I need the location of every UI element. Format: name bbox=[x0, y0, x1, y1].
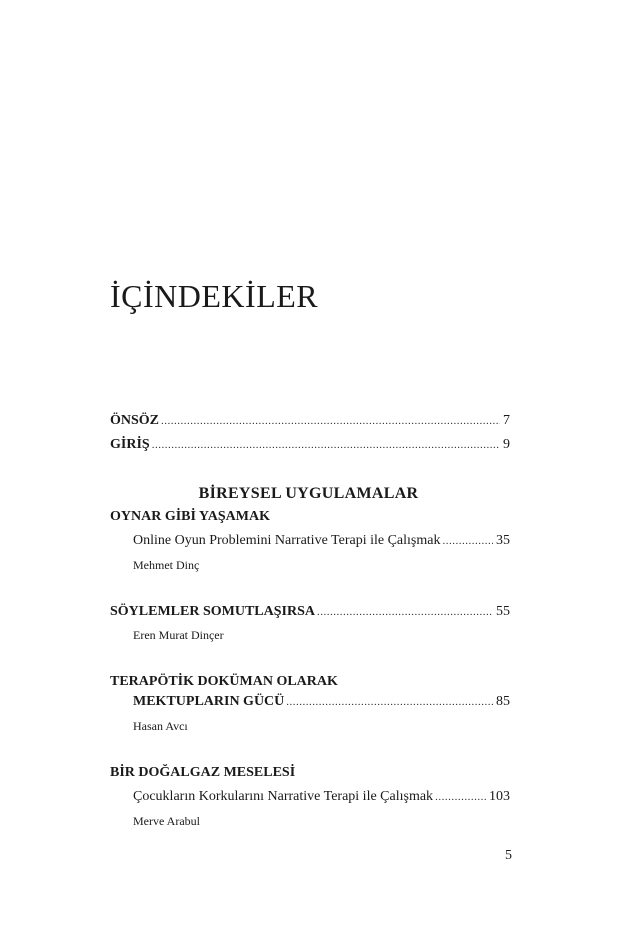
toc-label: ÖNSÖZ bbox=[110, 413, 160, 428]
dot-leader bbox=[152, 436, 500, 454]
chapter-heading: SÖYLEMLER SOMUTLAŞIRSA bbox=[110, 604, 315, 619]
section-heading: BİREYSEL UYGULAMALAR bbox=[198, 485, 419, 502]
dot-leader bbox=[317, 603, 493, 621]
chapter-author: Eren Murat Dinçer bbox=[133, 628, 224, 642]
page-title: İÇİNDEKİLER bbox=[110, 278, 319, 314]
toc-page-number: 35 bbox=[496, 533, 510, 548]
chapter-subtitle: Online Oyun Problemini Narrative Terapi ile Çalışmak bbox=[133, 533, 441, 548]
toc-entry-chapter-3 bbox=[133, 693, 510, 711]
toc-entry-chapter-4 bbox=[133, 788, 510, 806]
chapter-heading-continued: MEKTUPLARIN GÜCÜ bbox=[133, 694, 285, 709]
dot-leader bbox=[435, 788, 486, 806]
dot-leader bbox=[442, 532, 493, 550]
page-number: 5 bbox=[505, 848, 512, 863]
chapter-author: Merve Arabul bbox=[133, 814, 200, 828]
toc-entry-chapter-2 bbox=[110, 603, 510, 621]
chapter-author: Mehmet Dinç bbox=[133, 558, 200, 572]
chapter-heading: OYNAR GİBİ YAŞAMAK bbox=[110, 509, 270, 524]
toc-page-number: 7 bbox=[503, 413, 510, 428]
toc-page-number: 85 bbox=[496, 694, 510, 709]
toc-entry-giris bbox=[110, 436, 510, 454]
dot-leader bbox=[161, 412, 500, 430]
chapter-subtitle: Çocukların Korkularını Narrative Terapi ile Çalışmak bbox=[133, 789, 434, 804]
chapter-heading: BİR DOĞALGAZ MESELESİ bbox=[110, 765, 296, 780]
toc-label: GİRİŞ bbox=[110, 437, 150, 452]
toc-page-number: 103 bbox=[489, 789, 510, 804]
toc-page-number: 9 bbox=[503, 437, 510, 452]
toc-entry-chapter-1 bbox=[133, 532, 510, 550]
chapter-author: Hasan Avcı bbox=[133, 719, 188, 733]
chapter-heading: TERAPÖTİK DOKÜMAN OLARAK bbox=[110, 674, 338, 689]
toc-page-number: 55 bbox=[496, 604, 510, 619]
toc-entry-onsoz bbox=[110, 412, 510, 430]
dot-leader bbox=[286, 693, 493, 711]
